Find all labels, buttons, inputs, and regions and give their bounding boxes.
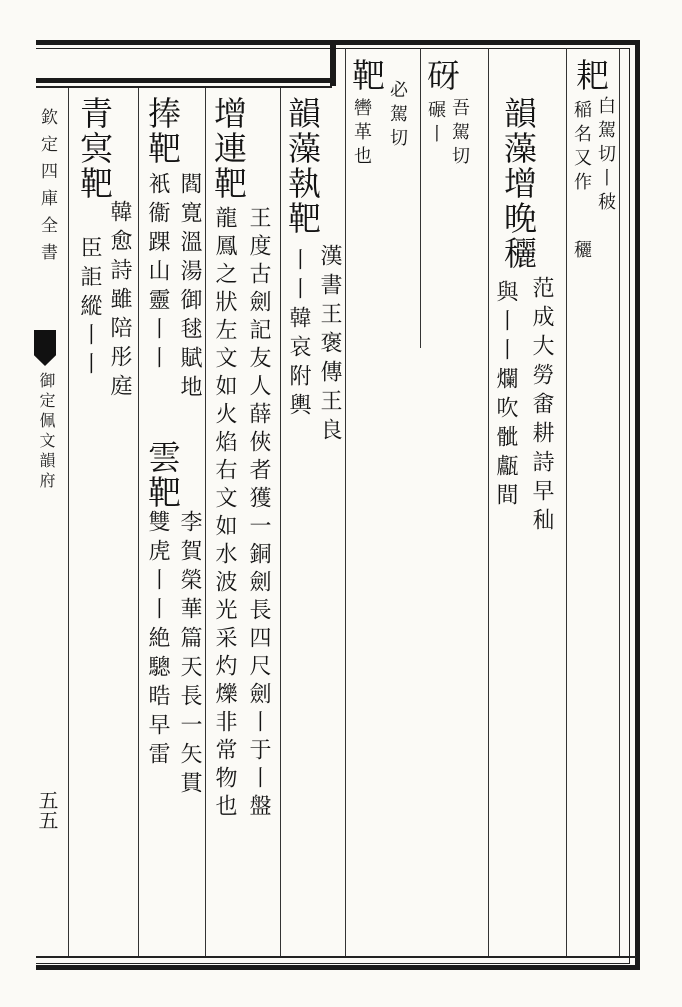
entry-head: 砑 [422,58,461,93]
entry-text: 吾駕切 [449,98,470,170]
column-divider [345,48,346,956]
entry-head: 雲靶 [143,440,182,510]
book-title-margin: 欽定四庫全書 [37,108,57,270]
entry-text: 李賀榮華篇天長一矢貫 [177,510,202,800]
entry-text: 轡革也 [351,98,372,170]
entry-head: 靶 [347,58,386,93]
bottom-rule [36,956,636,958]
top-border-rule [36,78,336,83]
border-step [330,40,336,86]
column-divider [619,48,620,956]
entry-head: 捧靶 [143,96,182,166]
entry-head: 青㝠靶 [75,96,114,201]
entry-text: 漢書王褒傳王良 [317,244,342,447]
entry-text: 范成大勞畬耕詩早秈 [529,276,554,537]
entry-text: 碾丨 [425,100,446,148]
column-divider [488,48,489,956]
entry-text: 臣詎縱丨丨 [77,236,102,381]
entry-text: 必駕切 [387,80,408,152]
entry-head: 耙 [571,58,610,93]
entry-text: 白駕切丨秛 [595,96,616,216]
column-divider [566,48,567,956]
entry-head: 韻藻執靶 [283,96,322,236]
column-divider [280,88,281,956]
entry-text: 龍鳳之狀左文如火焰右文如水波光采灼爍非常物也 [212,206,237,822]
column-divider [205,88,206,956]
entry-text: 丨丨韓哀附輿 [286,248,311,422]
column-divider [420,48,421,348]
column-divider [138,88,139,956]
column-divider [68,88,69,956]
entry-text: 韓愈詩雖陪彤庭 [107,200,132,403]
entry-text: 閻寛溫湯御毬賦地 [177,172,202,404]
entry-text: 雙虎丨丨絶驄晧早雷 [145,510,170,771]
entry-head: 韻藻增晚穲 [499,96,538,271]
entry-text: 與丨丨爛吹骴甗間 [493,280,518,512]
entry-text: 穲 [571,240,592,264]
entry-text: 王度古劍記友人薛俠者獲一銅劍長四尺劍丨于丨盤 [246,206,271,822]
top-border-rule-thin [36,86,332,88]
entry-head: 增連靶 [209,96,248,201]
entry-text: 稲名又作 [571,100,592,196]
page-number: 五五 [35,790,59,830]
entry-text: 衹衞踝山靈丨丨 [145,172,170,375]
book-subtitle-margin: 御定佩文韻府 [37,372,56,492]
